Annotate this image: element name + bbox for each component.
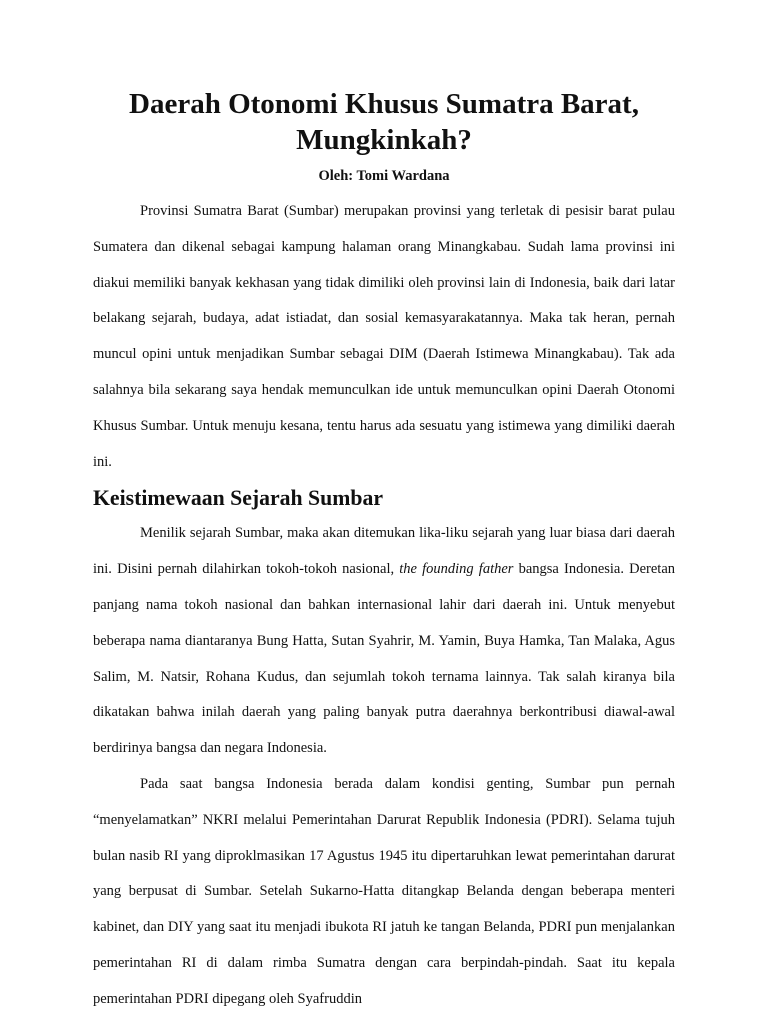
document-title: Daerah Otonomi Khusus Sumatra Barat, Mungkinkah?: [129, 88, 639, 156]
paragraph-history-text-end: bangsa Indonesia. Deretan panjang nama tokoh nasional dan bahkan internasional lahir dari daerah ini. Untuk menyebut beberapa nama diantaranya Bung Hatta, Sutan Syahrir, M. Yamin, Buya Hamka, Tan Malaka, Agus Salim, M. Natsir, Rohana Kudus, dan sejumlah tokoh ternama lainnya. Tak salah kiranya bila dikatakan bahwa inilah daerah yang paling banyak putra daerahnya berkontribusi diawal-awal berdirinya bangsa dan negara Indonesia.: [93, 561, 676, 757]
paragraph-pdri: Pada saat bangsa Indonesia berada dalam kondisi genting, Sumbar pun pernah “menyelamatkan” NKRI melalui Pemerintahan Darurat Republik Indonesia (PDRI). Selama tujuh bulan nasib RI yang diproklmasikan 17 Agustus 1945 itu dipertaruhkan lewat pemerintahan darurat yang berpusat di Sumbar. Setelah Sukarno-Hatta ditangkap Belanda dengan beberapa menteri kabinet, dan DIY yang saat itu menjadi ibukota RI jatuh ke tangan Belanda, PDRI pun menjalankan pemerintahan RI di dalam rimba Sumatra dengan cara berpindah-pindah. Saat itu kepala pemerintahan PDRI dipegang oleh Syafruddin: [93, 775, 675, 1007]
section-heading: Keistimewaan Sejarah Sumbar: [93, 486, 383, 511]
document-author: Oleh: Tomi Wardana: [318, 168, 450, 184]
italic-phrase: the founding father: [399, 561, 514, 578]
paragraph-history-text-start: Menilik sejarah Sumbar, maka akan ditemukan lika-liku sejarah yang luar biasa dari daerah ini. Disini pernah dilahirkan tokoh-tokoh nasional,: [93, 525, 675, 578]
document-page: [93, 86, 675, 1018]
paragraph-history: [93, 516, 675, 767]
paragraph-intro: Provinsi Sumatra Barat (Sumbar) merupakan provinsi yang terletak di pesisir barat pulau Sumatera dan dikenal sebagai kampung halaman orang Minangkabau. Sudah lama provinsi ini diakui memiliki banyak kekhasan yang tidak dimiliki oleh provinsi lain di Indonesia, baik dari latar belakang sejarah, budaya, adat istiadat, dan sosial kemasyarakatannya. Maka tak heran, pernah muncul opini untuk menjadikan Sumbar sebagai DIM (Daerah Istimewa Minangkabau). Tak ada salahnya bila sekarang saya hendak memunculkan ide untuk memunculkan opini Daerah Otonomi Khusus Sumbar. Untuk menuju kesana, tentu harus ada sesuatu yang istimewa yang dimiliki daerah ini.: [93, 203, 675, 470]
